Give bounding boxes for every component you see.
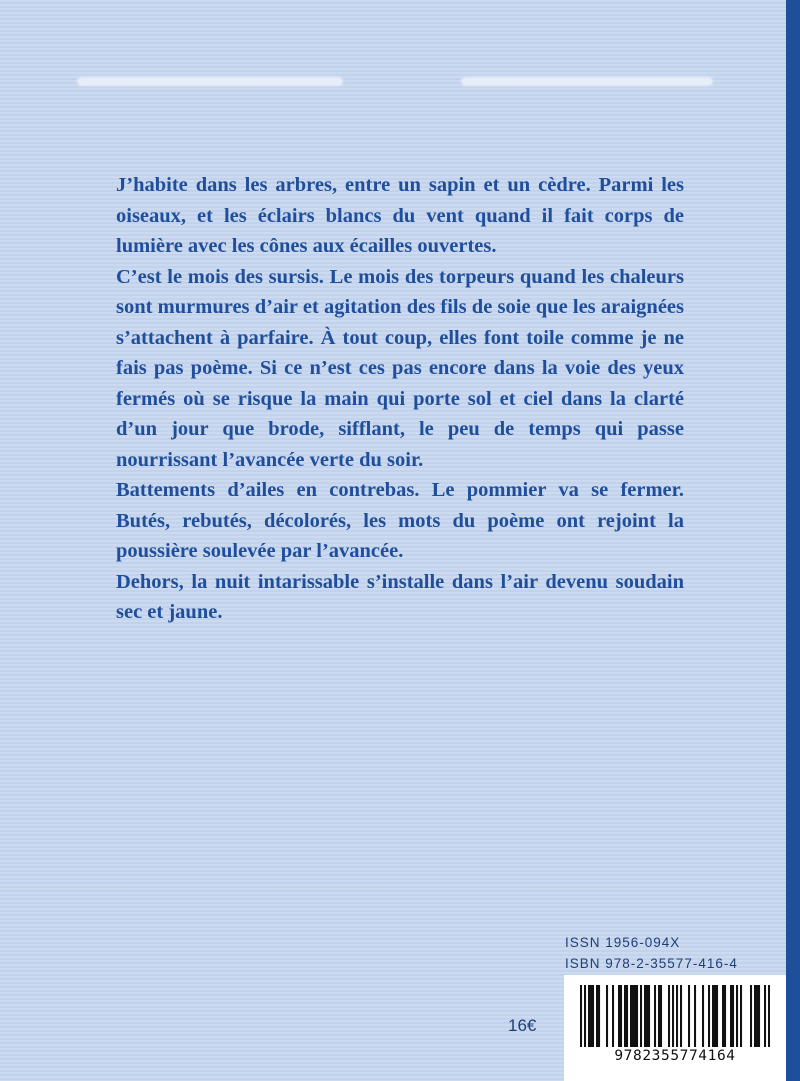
- barcode-bars-icon: [580, 985, 770, 1047]
- barcode-bar: [680, 985, 682, 1047]
- barcode-bar: [756, 985, 758, 1047]
- barcode-bar: [636, 985, 638, 1047]
- blurb-text: [116, 170, 684, 628]
- barcode-bar: [612, 985, 614, 1047]
- barcode-bar: [716, 985, 718, 1047]
- barcode-bar: [640, 985, 642, 1047]
- issn-number: ISSN 1956-094X: [565, 935, 681, 950]
- barcode-bar: [732, 985, 734, 1047]
- barcode-bar: [714, 985, 716, 1047]
- barcode-bar: [754, 985, 756, 1047]
- barcode-bar: [658, 985, 660, 1047]
- barcode-bar: [768, 985, 770, 1047]
- barcode-bar: [702, 985, 704, 1047]
- identifier-block: [565, 932, 775, 974]
- barcode-bar: [708, 985, 710, 1047]
- barcode-bar: [712, 985, 714, 1047]
- barcode-bar: [654, 985, 656, 1047]
- spine-edge: [786, 0, 800, 1081]
- barcode-bar: [644, 985, 646, 1047]
- barcode-bar: [688, 985, 690, 1047]
- blurb-paragraph-3: Battements d’ailes en contrebas. Le pommier va se fermer. Butés, rebutés, décolorés, les mots du poème ont rejoint la poussière soulevée par l’avancée.: [116, 479, 684, 562]
- barcode-bar: [750, 985, 752, 1047]
- isbn-number: ISBN 978-2-35577-416-4: [565, 956, 738, 971]
- barcode-bar: [694, 985, 696, 1047]
- barcode-bar: [626, 985, 628, 1047]
- barcode-bar: [618, 985, 620, 1047]
- barcode-bar: [740, 985, 742, 1047]
- barcode-bar: [724, 985, 726, 1047]
- barcode-bar: [596, 985, 598, 1047]
- decorative-bar-left: [78, 78, 342, 85]
- barcode-bar: [588, 985, 590, 1047]
- barcode-bar: [590, 985, 592, 1047]
- barcode-bar: [736, 985, 738, 1047]
- barcode: [564, 975, 786, 1081]
- blurb-paragraph-2: C’est le mois des sursis. Le mois des torpeurs quand les chaleurs sont murmures d’air et agitation des fils de soie que les araignées s’attachent à parfaire. À tout coup, elles font toile comme je ne fais pas poème. Si ce n’est ces pas encore dans la voie des yeux fermés où se risque la main qui porte sol et ciel dans la clarté d’un jour que brode, sifflant, le peu de temps qui passe nourrissant l’avancée verte du soir.: [116, 265, 684, 471]
- price-label: 16€: [508, 1016, 537, 1035]
- blurb-paragraph-1: J’habite dans les arbres, entre un sapin et un cèdre. Parmi les oiseaux, et les éclairs blancs du vent quand il fait corps de lumière avec les cônes aux écailles ouvertes.: [116, 174, 684, 257]
- barcode-bar: [660, 985, 662, 1047]
- barcode-bar: [722, 985, 724, 1047]
- barcode-bar: [592, 985, 594, 1047]
- barcode-bar: [624, 985, 626, 1047]
- barcode-bar: [598, 985, 600, 1047]
- barcode-bar: [630, 985, 632, 1047]
- barcode-bar: [668, 985, 670, 1047]
- barcode-bar: [632, 985, 634, 1047]
- barcode-bar: [730, 985, 732, 1047]
- barcode-bar: [758, 985, 760, 1047]
- barcode-bar: [672, 985, 674, 1047]
- barcode-bar: [634, 985, 636, 1047]
- barcode-bar: [764, 985, 766, 1047]
- barcode-bar: [606, 985, 608, 1047]
- barcode-bar: [620, 985, 622, 1047]
- blurb-paragraph-4: Dehors, la nuit intarissable s’installe dans l’air devenu soudain sec et jaune.: [116, 570, 684, 623]
- barcode-digits: 9782355774164: [614, 1048, 736, 1064]
- barcode-bar: [580, 985, 582, 1047]
- barcode-bar: [648, 985, 650, 1047]
- barcode-bar: [676, 985, 678, 1047]
- decorative-bar-right: [462, 78, 712, 85]
- barcode-bar: [584, 985, 586, 1047]
- barcode-bar: [646, 985, 648, 1047]
